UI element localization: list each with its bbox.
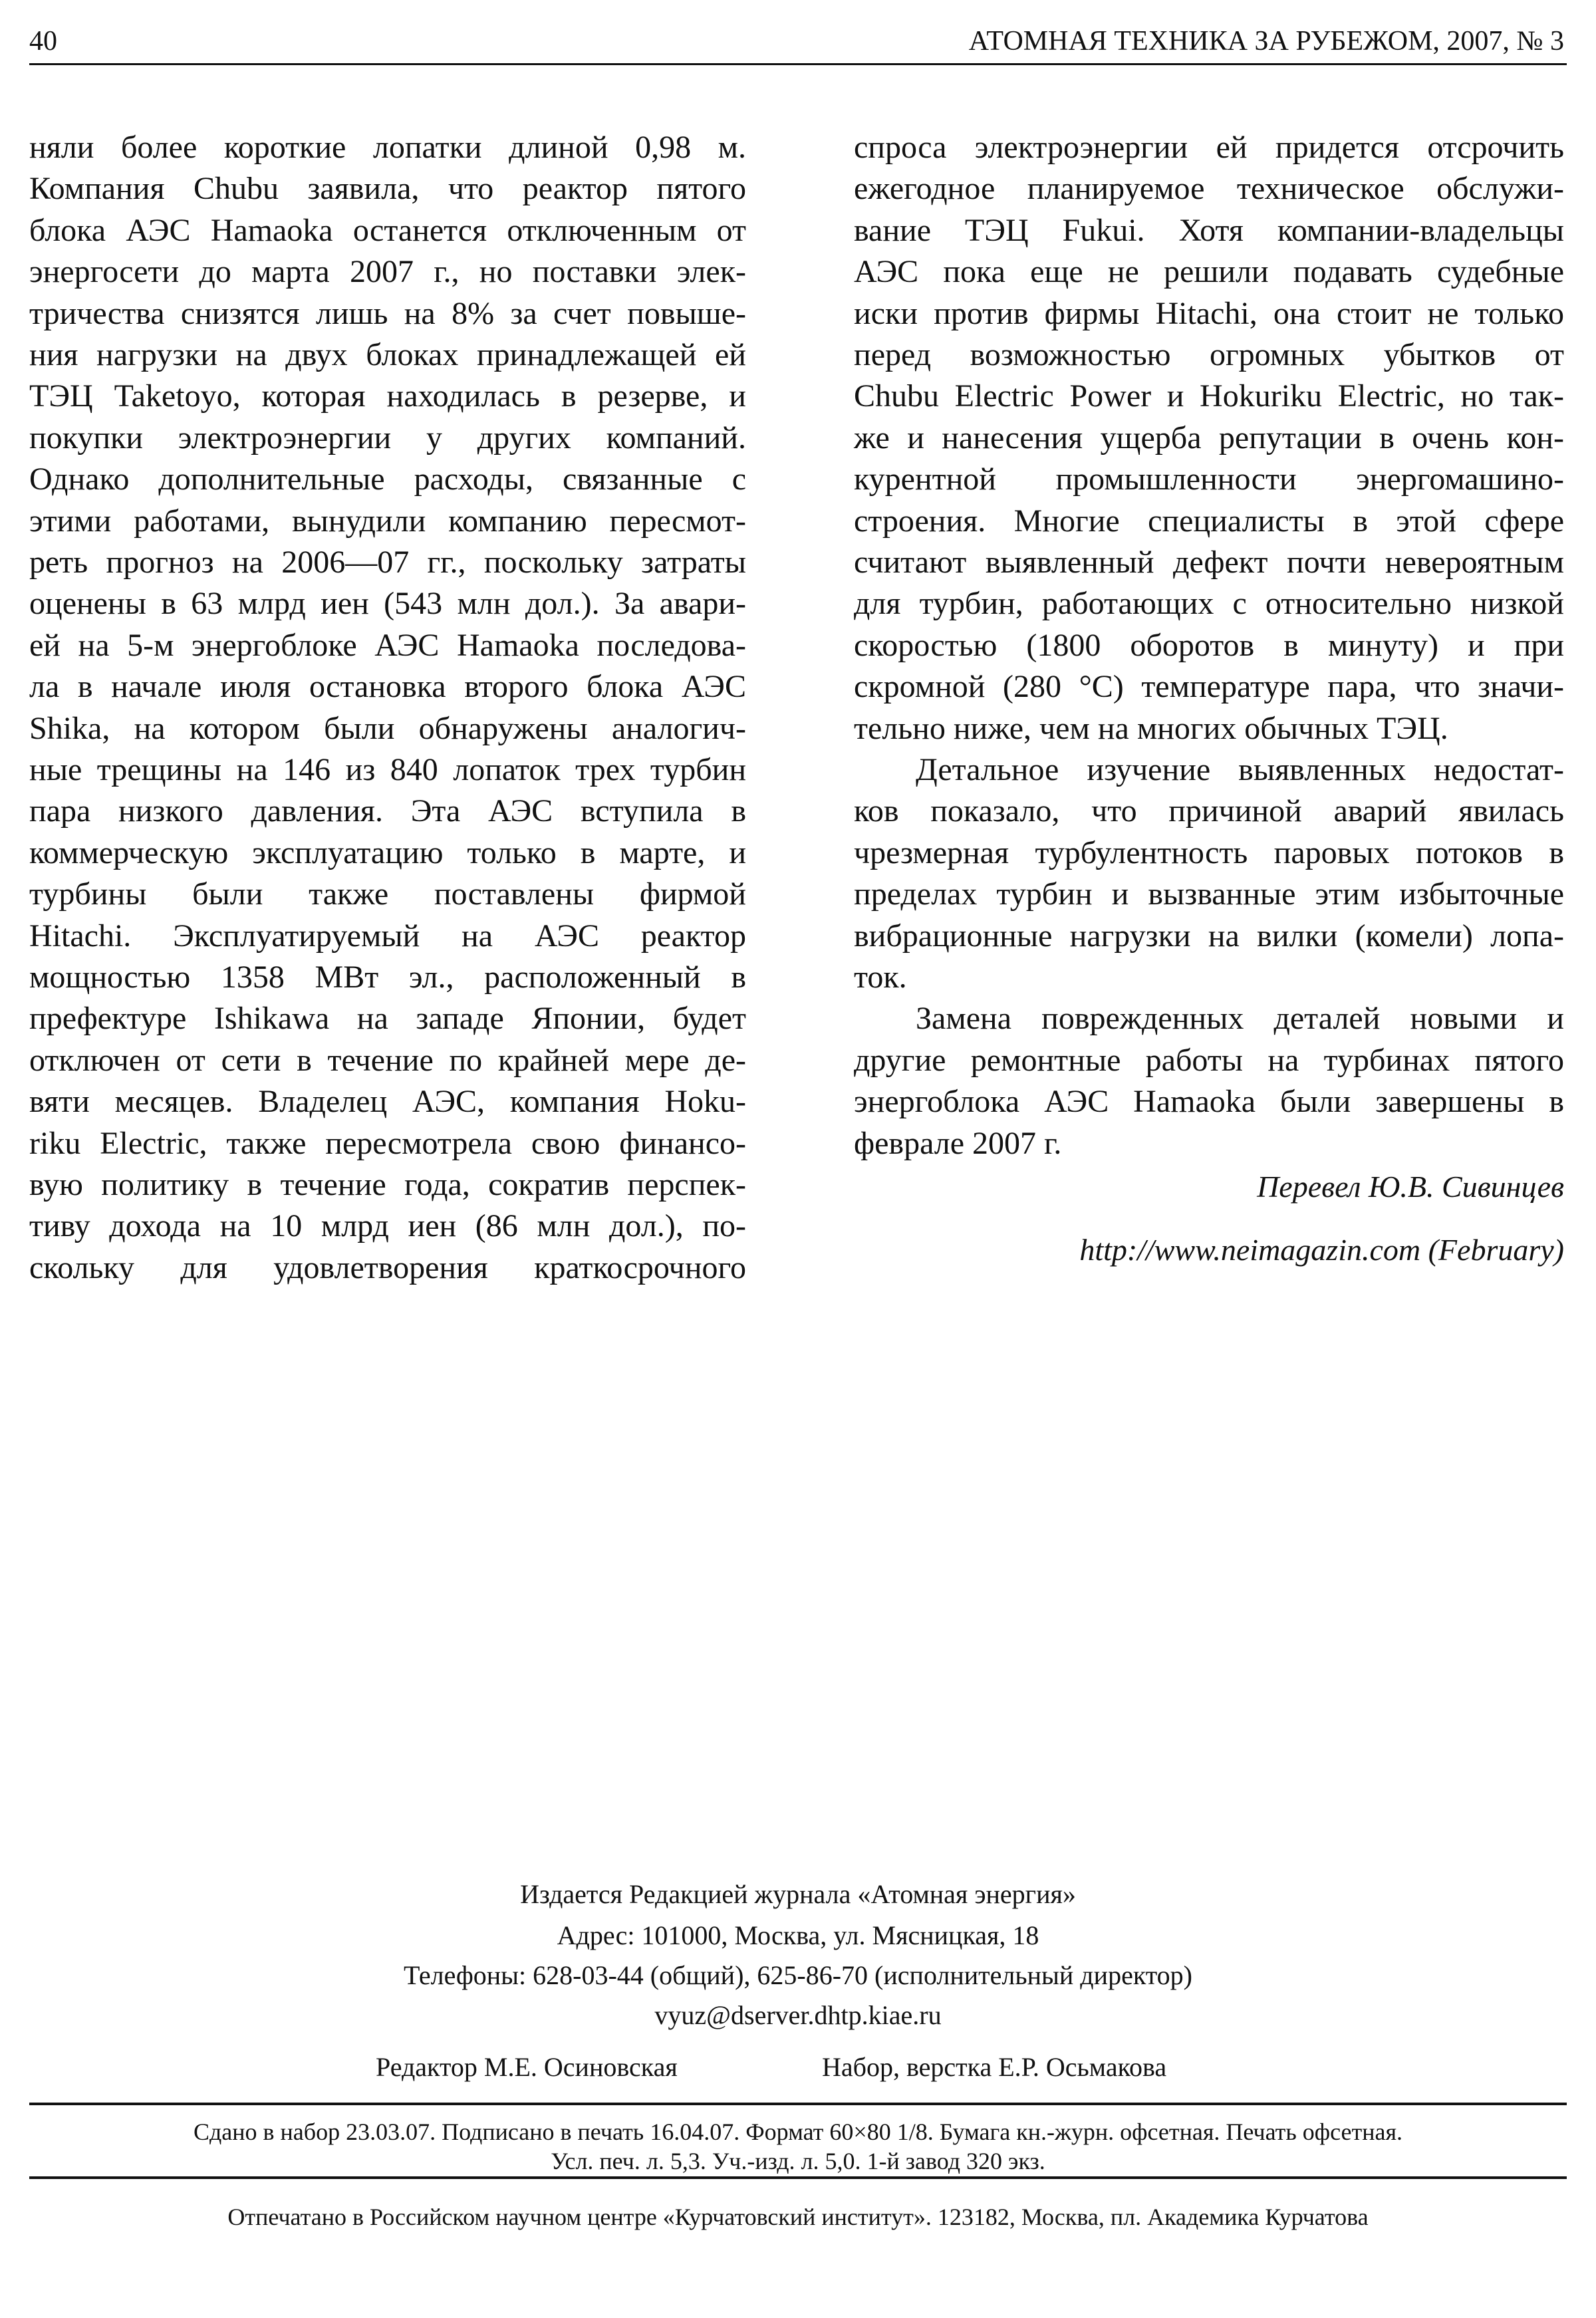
text-line: ТЭЦ Taketoyo, которая находилась в резерве, и — [29, 378, 746, 414]
running-header: АТОМНАЯ ТЕХНИКА ЗА РУБЕЖОМ, 2007, № 3 — [968, 26, 1564, 57]
text-line: покупки электроэнергии у других компаний. — [29, 420, 746, 455]
text-line: Shika, на котором были обнаружены аналогич- — [29, 710, 746, 746]
text-line: энергосети до марта 2007 г., но поставки элек- — [29, 254, 746, 290]
source-link[interactable]: http://www.neimagazin.com (February) — [1079, 1233, 1564, 1267]
text-line: пределах турбин и вызванные этим избыточные — [854, 876, 1564, 912]
printed-at: Отпечатано в Российском научном центре «Курчатовский институт». 123182, Москва, пл. Академика Курчатова — [227, 2204, 1369, 2230]
text-line: курентной промышленности энергомашино- — [854, 461, 1564, 497]
imprint-editor: Редактор М.Е. Осиновская — [376, 2052, 678, 2082]
text-line: ежегодное планируемое техническое обслужи- — [854, 171, 1564, 207]
text-line: тельно ниже, чем на многих обычных ТЭЦ. — [854, 710, 1448, 746]
text-line: мощностью 1358 МВт эл., расположенный в — [29, 960, 746, 995]
text-line: тричества снизятся лишь на 8% за счет повыше- — [29, 295, 746, 331]
text-line: скоростью (1800 оборотов в минуту) и при — [854, 627, 1564, 663]
text-line: ток. — [854, 960, 907, 995]
text-line: ей на 5-м энергоблоке АЭС Hamaoka последова- — [29, 627, 746, 663]
text-line: турбины были также поставлены фирмой — [29, 876, 746, 912]
text-line: перед возможностью огромных убытков от — [854, 337, 1564, 372]
header-rule — [29, 63, 1567, 65]
print-info-line-2: Усл. печ. л. 5,3. Уч.-изд. л. 5,0. 1-й завод 320 экз. — [551, 2148, 1045, 2174]
text-line: иски против фирмы Hitachi, она стоит не только — [854, 295, 1564, 331]
text-line: оценены в 63 млрд иен (543 млн дол.). За авари- — [29, 586, 746, 622]
text-line: Однако дополнительные расходы, связанные с — [29, 461, 746, 497]
imprint-publisher: Издается Редакцией журнала «Атомная энергия» — [520, 1879, 1076, 1909]
text-line: феврале 2007 г. — [854, 1125, 1062, 1161]
text-line: вяти месяцев. Владелец АЭС, компания Hoku- — [29, 1084, 746, 1120]
text-line: тиву дохода на 10 млрд иен (86 млн дол.), по- — [29, 1208, 746, 1244]
imprint-address: Адрес: 101000, Москва, ул. Мясницкая, 18 — [557, 1920, 1039, 1950]
text-line: другие ремонтные работы на турбинах пятого — [854, 1042, 1564, 1078]
text-line: энергоблока АЭС Hamaoka были завершены в — [854, 1084, 1564, 1120]
text-line: Детальное изучение выявленных недостат- — [916, 752, 1564, 787]
text-line: реть прогноз на 2006—07 гг., поскольку затраты — [29, 545, 746, 580]
text-line: Chubu Electric Power и Hokuriku Electric, но так- — [854, 378, 1564, 414]
text-line: скольку для удовлетворения краткосрочного — [29, 1249, 746, 1285]
imprint-email[interactable]: vyuz@dserver.dhtp.kiae.ru — [654, 2000, 942, 2030]
translator-credit: Перевел Ю.В. Сивинцев — [1257, 1170, 1564, 1204]
text-line: же и нанесения ущерба репутации в очень кон- — [854, 420, 1564, 455]
text-line: Hitachi. Эксплуатируемый на АЭС реактор — [29, 918, 746, 954]
page-number: 40 — [29, 26, 57, 57]
text-line: блока АЭС Hamaoka останется отключенным от — [29, 212, 746, 248]
text-line: ла в начале июля остановка второго блока АЭС — [29, 669, 746, 705]
text-line: пара низкого давления. Эта АЭС вступила в — [29, 793, 746, 829]
imprint-layout: Набор, верстка Е.Р. Осьмакова — [822, 2052, 1167, 2082]
footer-rule-bottom — [29, 2176, 1567, 2179]
text-line: спроса электроэнергии ей придется отсрочить — [854, 130, 1564, 165]
footer-rule-top — [29, 2103, 1567, 2105]
text-line: Замена поврежденных деталей новыми и — [916, 1001, 1564, 1037]
text-line: АЭС пока еще не решили подавать судебные — [854, 254, 1564, 290]
text-line: riku Electric, также пересмотрела свою финансо- — [29, 1125, 746, 1161]
text-line: ные трещины на 146 из 840 лопаток трех турбин — [29, 752, 746, 787]
text-line: няли более короткие лопатки длиной 0,98 м. — [29, 130, 746, 165]
text-line: чрезмерная турбулентность паровых потоков в — [854, 835, 1564, 870]
text-line: вибрационные нагрузки на вилки (комели) лопа- — [854, 918, 1564, 954]
text-line: префектуре Ishikawa на западе Японии, будет — [29, 1001, 746, 1037]
text-line: считают выявленный дефект почти невероятным — [854, 545, 1564, 580]
text-line: ков показало, что причиной аварий явилась — [854, 793, 1564, 829]
text-line: вую политику в течение года, сократив перспек- — [29, 1167, 746, 1202]
text-line: скромной (280 °С) температуре пара, что значи- — [854, 669, 1564, 705]
print-info-line-1: Сдано в набор 23.03.07. Подписано в печать 16.04.07. Формат 60×80 1/8. Бумага кн.-журн. офсетная. Печать офсетная. — [193, 2119, 1403, 2145]
text-line: вание ТЭЦ Fukui. Хотя компании-владельцы — [854, 212, 1564, 248]
text-line: ния нагрузки на двух блоках принадлежащей ей — [29, 337, 746, 372]
text-line: отключен от сети в течение по крайней мере де- — [29, 1042, 746, 1078]
text-line: строения. Многие специалисты в этой сфере — [854, 503, 1564, 539]
text-line: для турбин, работающих с относительно низкой — [854, 586, 1564, 622]
text-line: Компания Chubu заявила, что реактор пятого — [29, 171, 746, 207]
text-line: этими работами, вынудили компанию пересмот- — [29, 503, 746, 539]
imprint-phones: Телефоны: 628-03-44 (общий), 625-86-70 (исполнительный директор) — [403, 1960, 1192, 1990]
text-line: коммерческую эксплуатацию только в марте, и — [29, 835, 746, 870]
